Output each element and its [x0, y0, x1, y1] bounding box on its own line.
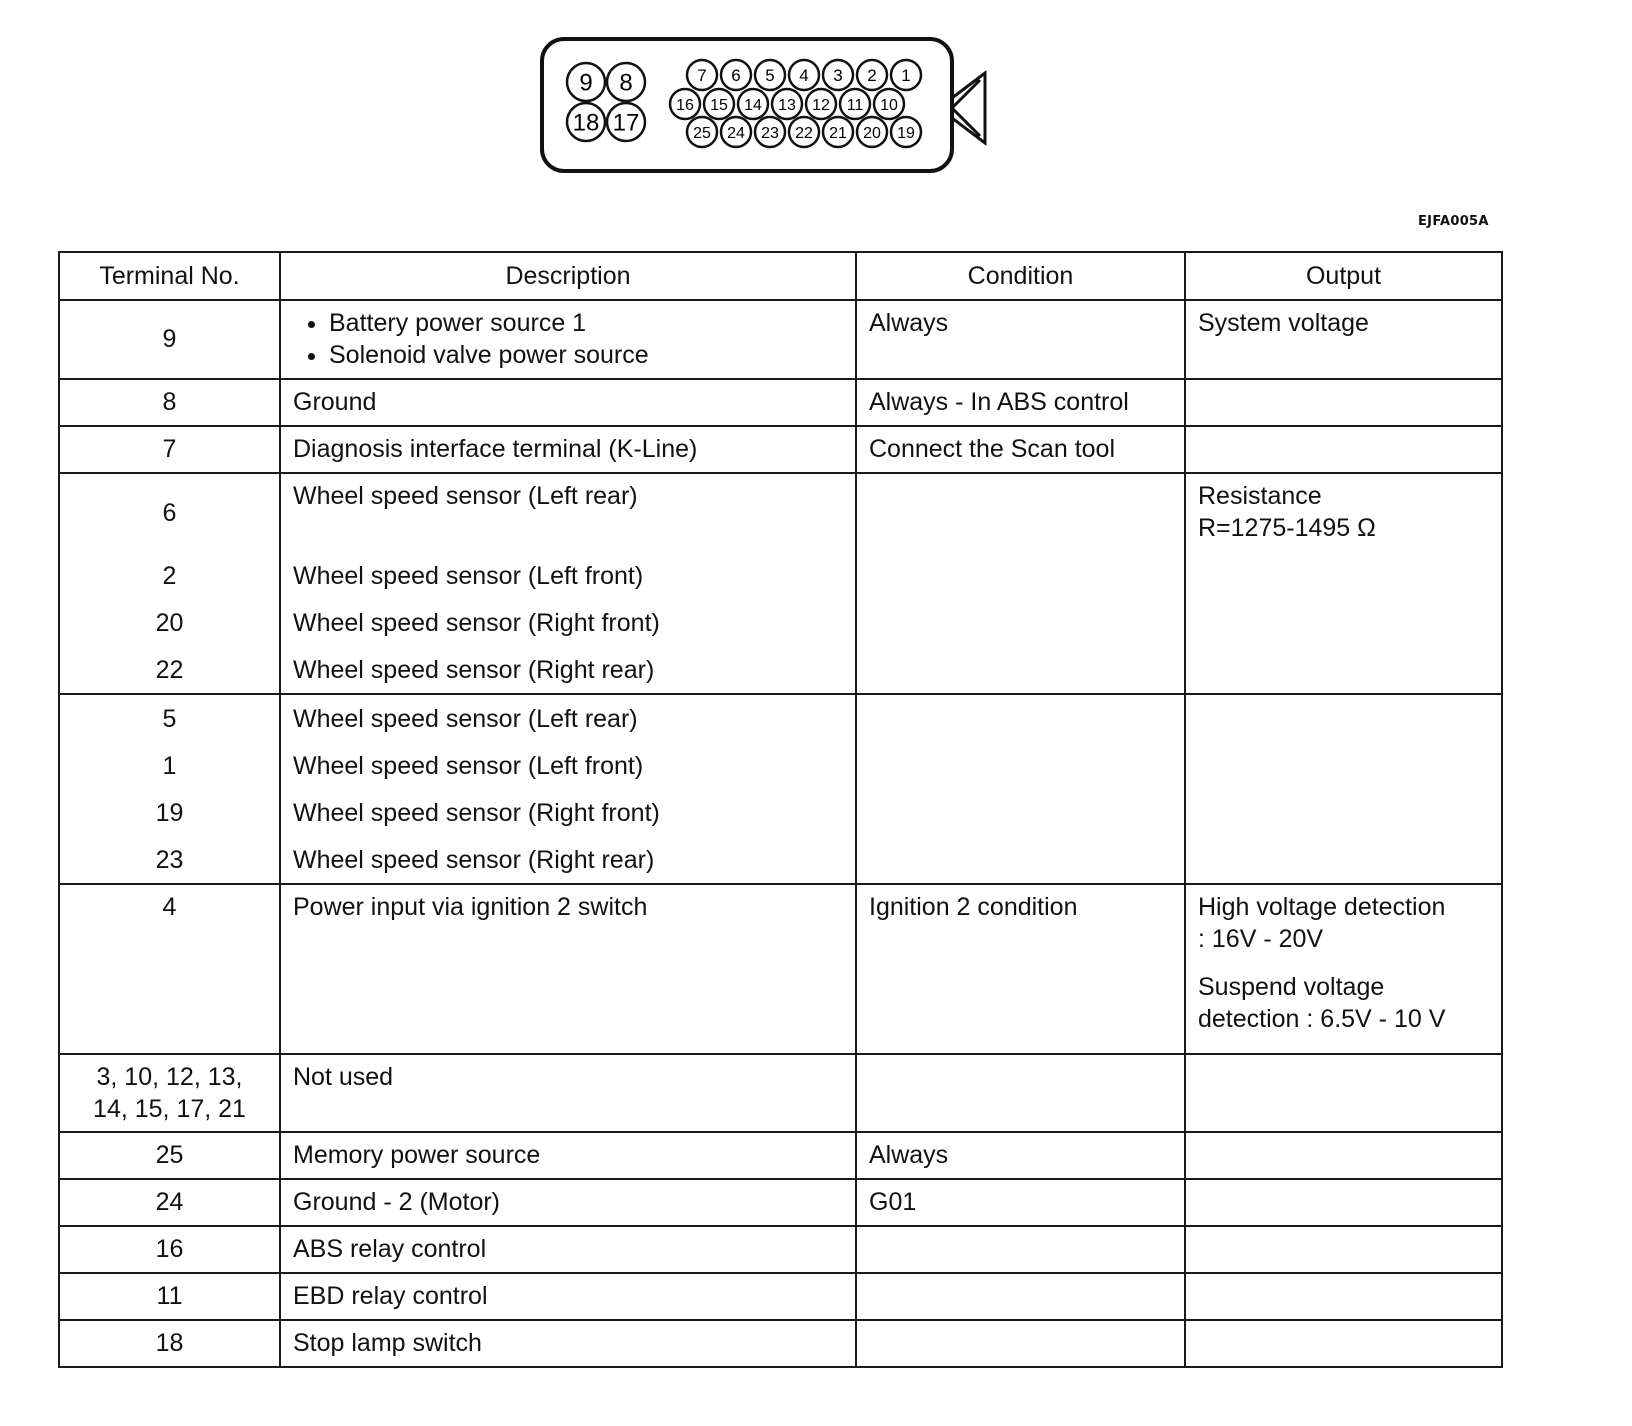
svg-text:15: 15	[710, 96, 728, 114]
terminal-number: 22	[155, 655, 184, 684]
table-row	[59, 300, 1502, 379]
figure-reference: EJFA005A	[1418, 214, 1489, 229]
condition-text	[869, 1321, 1176, 1327]
output-line: Suspend voltage	[1198, 973, 1385, 1001]
svg-text:22: 22	[795, 124, 813, 142]
description-text: Wheel speed sensor (Right rear)	[293, 845, 655, 874]
output-line: Resistance	[1198, 482, 1322, 510]
svg-text:21: 21	[829, 124, 847, 142]
terminal-number: 1	[162, 751, 177, 780]
table-row	[59, 694, 1502, 884]
table-row	[59, 1226, 1502, 1273]
terminal-number: 19	[155, 798, 184, 827]
svg-text:4: 4	[799, 66, 809, 86]
connector-pin-17	[607, 103, 645, 141]
output-text	[1198, 1133, 1493, 1139]
condition-text: Always	[869, 1141, 949, 1169]
terminal-number: 7	[162, 435, 177, 463]
condition-text	[869, 1227, 1176, 1233]
output-text	[1198, 1227, 1493, 1233]
connector-pin-4	[789, 60, 819, 90]
condition-text: Ignition 2 condition	[869, 893, 1078, 921]
terminal-number: 8	[162, 388, 177, 416]
terminal-number: 25	[155, 1141, 184, 1169]
terminal-number: 6	[162, 499, 177, 527]
svg-text:17: 17	[612, 109, 640, 137]
connector-pin-12	[806, 89, 836, 119]
connector-latch	[952, 73, 985, 143]
svg-text:6: 6	[731, 66, 741, 86]
svg-text:24: 24	[727, 124, 745, 142]
terminal-number: 11	[156, 1282, 183, 1310]
description-text: Wheel speed sensor (Left front)	[293, 561, 644, 590]
output-line: R=1275-1495 Ω	[1198, 514, 1376, 542]
terminal-number: 24	[155, 1188, 184, 1216]
description-text: Wheel speed sensor (Right rear)	[293, 655, 655, 684]
terminal-number: 2	[162, 561, 177, 590]
condition-text: G01	[869, 1188, 917, 1216]
svg-text:16: 16	[676, 96, 694, 114]
svg-text:14: 14	[744, 96, 762, 114]
description-text: Wheel speed sensor (Left rear)	[293, 482, 638, 510]
description-text: Wheel speed sensor (Left front)	[293, 751, 644, 780]
connector-pin-13	[772, 89, 802, 119]
connector-pin-3	[823, 60, 853, 90]
header-output: Output	[1185, 252, 1502, 300]
svg-text:5: 5	[765, 66, 775, 86]
table-row	[59, 426, 1502, 473]
terminal-number: 4	[162, 893, 177, 921]
condition-text: Connect the Scan tool	[869, 435, 1115, 463]
svg-text:25: 25	[693, 124, 711, 142]
description-list	[293, 301, 847, 371]
output-text	[1198, 1180, 1493, 1186]
output-line: detection : 6.5V - 10 V	[1198, 1005, 1446, 1033]
terminal-number: 9	[162, 324, 177, 353]
svg-text:19: 19	[897, 124, 915, 142]
table-row	[59, 1273, 1502, 1320]
svg-text:2: 2	[867, 66, 877, 86]
condition-text: Always - In ABS control	[869, 388, 1129, 416]
description-text: Stop lamp switch	[293, 1329, 482, 1357]
header-condition: Condition	[856, 252, 1185, 300]
svg-text:12: 12	[812, 96, 830, 114]
table-row	[59, 884, 1502, 1054]
description-text: Not used	[293, 1063, 394, 1091]
terminal-number: 20	[155, 608, 184, 637]
connector-pin-8	[607, 63, 645, 101]
svg-text:3: 3	[833, 66, 843, 86]
description-text: Wheel speed sensor (Right front)	[293, 608, 660, 637]
connector-pin-10	[874, 89, 904, 119]
svg-text:20: 20	[863, 124, 881, 142]
header-terminal: Terminal No.	[59, 252, 280, 300]
connector-pin-25	[687, 117, 717, 147]
connector-pin-23	[755, 117, 785, 147]
connector-pin-11	[840, 89, 870, 119]
svg-text:18: 18	[572, 109, 600, 137]
connector-pin-7	[687, 60, 717, 90]
table-row	[59, 1054, 1502, 1132]
table-row	[59, 1320, 1502, 1367]
connector-pin-14	[738, 89, 768, 119]
terminal-table	[58, 251, 1503, 1368]
svg-text:13: 13	[778, 96, 796, 114]
connector-pin-15	[704, 89, 734, 119]
condition-text: Always	[869, 309, 949, 337]
description-text: Ground - 2 (Motor)	[293, 1188, 501, 1216]
output-text	[1198, 380, 1493, 386]
svg-text:8: 8	[619, 69, 633, 97]
header-description: Description	[280, 252, 856, 300]
description-text: Wheel speed sensor (Right front)	[293, 798, 660, 827]
svg-text:10: 10	[880, 96, 898, 114]
description-item: • Battery power source 1	[329, 307, 847, 339]
connector-pin-18	[567, 103, 605, 141]
description-text: Memory power source	[293, 1141, 541, 1169]
output-text	[1198, 427, 1493, 433]
condition-text	[869, 1274, 1176, 1280]
table-row	[59, 1179, 1502, 1226]
terminal-number: 3, 10, 12, 13,	[96, 1063, 243, 1091]
connector-pin-1	[891, 60, 921, 90]
output-text	[1198, 1274, 1493, 1280]
svg-text:23: 23	[761, 124, 779, 142]
terminal-number: 14, 15, 17, 21	[93, 1095, 246, 1123]
description-text: ABS relay control	[293, 1235, 487, 1263]
terminal-number: 23	[155, 845, 184, 874]
connector-pin-5	[755, 60, 785, 90]
connector-pin-21	[823, 117, 853, 147]
table-row	[59, 473, 1502, 694]
table-row	[59, 1132, 1502, 1179]
connector-pin-2	[857, 60, 887, 90]
output-line: : 16V - 20V	[1198, 925, 1324, 953]
description-text: Wheel speed sensor (Left rear)	[293, 704, 638, 733]
description-text: Ground	[293, 388, 377, 416]
description-text: EBD relay control	[293, 1282, 488, 1310]
terminal-number: 16	[155, 1235, 184, 1263]
connector-pin-6	[721, 60, 751, 90]
svg-text:1: 1	[901, 66, 911, 86]
table-header-row	[59, 252, 1502, 300]
connector-pin-24	[721, 117, 751, 147]
description-text: Power input via ignition 2 switch	[293, 893, 648, 921]
connector-pin-16	[670, 89, 700, 119]
connector-pin-22	[789, 117, 819, 147]
connector-diagram	[540, 30, 1000, 180]
table-row	[59, 379, 1502, 426]
terminal-number: 5	[162, 704, 177, 733]
terminal-number: 18	[155, 1329, 184, 1357]
output-text	[1198, 1321, 1493, 1327]
svg-text:7: 7	[697, 66, 707, 86]
connector-pin-20	[857, 117, 887, 147]
connector-pins	[567, 60, 921, 147]
description-text: Diagnosis interface terminal (K-Line)	[293, 435, 698, 463]
output-text: System voltage	[1198, 309, 1369, 337]
output-line: High voltage detection	[1198, 893, 1446, 921]
connector-pin-9	[567, 63, 605, 101]
svg-text:9: 9	[579, 69, 593, 97]
svg-text:11: 11	[846, 96, 864, 114]
connector-pin-19	[891, 117, 921, 147]
description-item: • Solenoid valve power source	[329, 339, 847, 371]
